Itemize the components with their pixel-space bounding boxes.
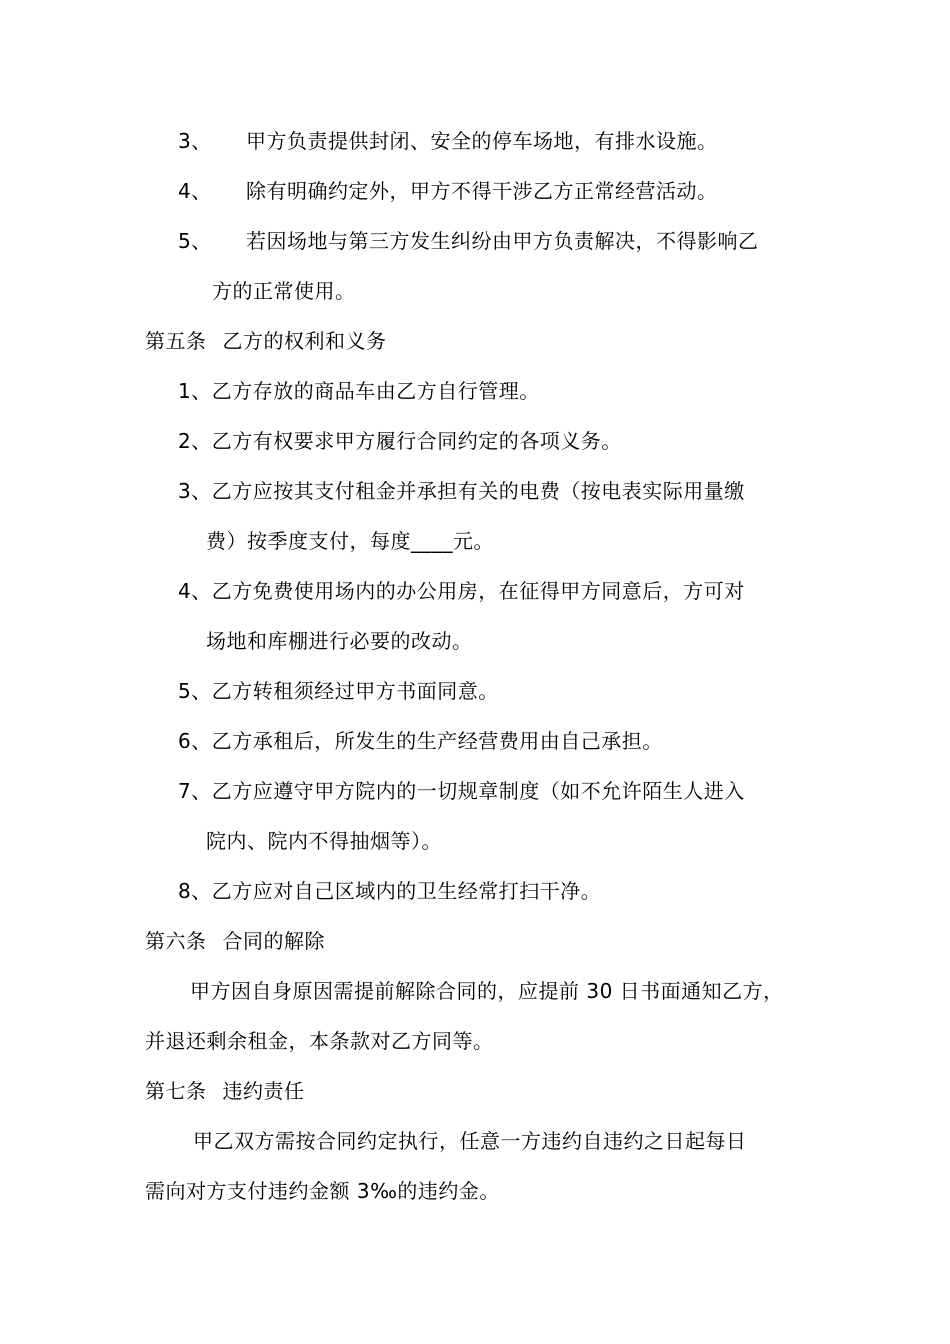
list-item [178, 228, 759, 254]
list-item [178, 128, 718, 154]
item-text: 费）按季度支付，每度____元。 [206, 529, 494, 553]
paragraph-text: 甲方因自身原因需提前解除合同的，应提前 30 日书面通知乙方， [190, 979, 784, 1003]
list-item [178, 478, 745, 504]
list-item-continuation [206, 528, 494, 554]
item-text: 6、乙方承租后，所发生的生产经营费用由自己承担。 [178, 729, 663, 753]
list-item [178, 378, 540, 404]
article-heading [145, 928, 325, 954]
item-text: 若因场地与第三方发生纠纷由甲方负责解决，不得影响乙 [246, 229, 759, 253]
list-item [178, 178, 718, 204]
list-item [178, 878, 601, 904]
item-text: 8、乙方应对自己区域内的卫生经常打扫干净。 [178, 879, 602, 903]
item-text: 1、乙方存放的商品车由乙方自行管理。 [178, 379, 540, 403]
paragraph-text: 甲乙双方需按合同约定执行，任意一方违约自违约之日起每日 [193, 1129, 747, 1153]
item-text: 除有明确约定外，甲方不得干涉乙方正常经营活动。 [246, 179, 718, 203]
paragraph-line [145, 1028, 494, 1054]
item-text: 场地和库棚进行必要的改动。 [206, 629, 473, 653]
list-item-continuation [206, 628, 473, 654]
item-text: 5、乙方转租须经过甲方书面同意。 [178, 679, 499, 703]
paragraph-text: 需向对方支付违约金额 3‰的违约金。 [145, 1179, 500, 1203]
paragraph-line [145, 1178, 500, 1204]
item-text: 7、乙方应遵守甲方院内的一切规章制度（如不允许陌生人进入 [178, 779, 745, 803]
paragraph-text: 并退还剩余租金，本条款对乙方同等。 [145, 1029, 494, 1053]
item-text: 院内、院内不得抽烟等）。 [206, 829, 442, 853]
article-number: 第七条 [145, 1079, 207, 1103]
article-title: 违约责任 [222, 1079, 305, 1103]
list-item [178, 678, 499, 704]
paragraph-line [193, 1128, 747, 1154]
article-number: 第五条 [145, 329, 207, 353]
list-item-continuation [206, 828, 442, 854]
list-item [178, 428, 622, 454]
item-text: 方的正常使用。 [212, 279, 356, 303]
list-item [178, 778, 745, 804]
list-item [178, 578, 745, 604]
item-text: 甲方负责提供封闭、安全的停车场地，有排水设施。 [246, 129, 718, 153]
item-text: 2、乙方有权要求甲方履行合同约定的各项义务。 [178, 429, 622, 453]
item-number: 5、 [178, 229, 212, 253]
article-title: 合同的解除 [222, 929, 325, 953]
list-item [178, 728, 663, 754]
list-item-continuation [212, 278, 356, 304]
article-heading [145, 328, 387, 354]
item-text: 3、乙方应按其支付租金并承担有关的电费（按电表实际用量缴 [178, 479, 745, 503]
article-heading [145, 1078, 305, 1104]
article-title: 乙方的权利和义务 [222, 329, 387, 353]
article-number: 第六条 [145, 929, 207, 953]
item-number: 3、 [178, 129, 212, 153]
item-text: 4、乙方免费使用场内的办公用房，在征得甲方同意后，方可对 [178, 579, 745, 603]
item-number: 4、 [178, 179, 212, 203]
paragraph-line [190, 978, 784, 1004]
